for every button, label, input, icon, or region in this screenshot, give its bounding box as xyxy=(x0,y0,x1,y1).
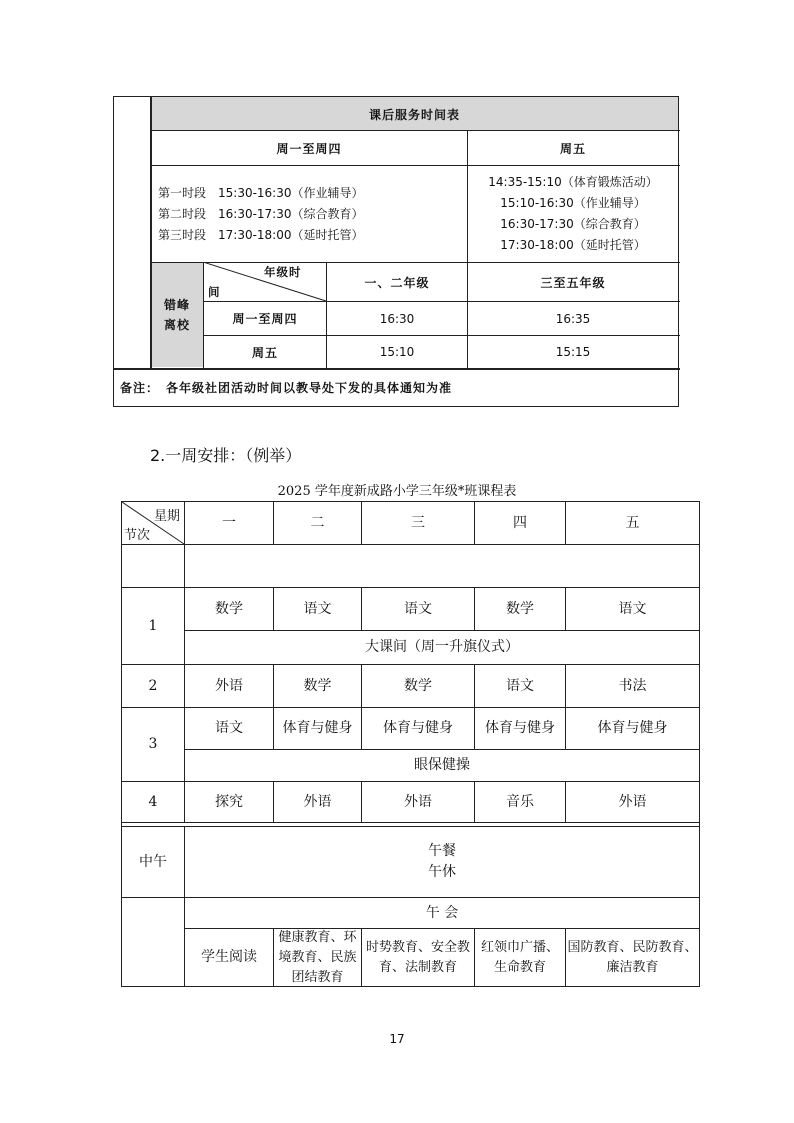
service-table-title xyxy=(151,97,678,131)
time-cell: 16:30 xyxy=(379,311,415,326)
grade-col-1-2: 一、二年级 xyxy=(364,275,430,290)
subject-cell: 书法 xyxy=(618,677,647,694)
sub-row: 眼保健操 xyxy=(414,757,470,773)
slot-line: 16:30-17:30（综合教育） xyxy=(500,217,646,231)
slot-line: 15:10-16:30（作业辅导） xyxy=(500,196,646,210)
subject-cell: 体育与健身 xyxy=(383,720,453,736)
subject-cell: 外语 xyxy=(303,793,332,810)
subject-cell: 语文 xyxy=(618,600,647,617)
subject-cell: 语文 xyxy=(506,677,534,694)
staggered-label-cell xyxy=(151,263,203,367)
after-school-service-table xyxy=(113,96,679,407)
assembly-label: 午 会 xyxy=(425,904,459,921)
slot-line: 第二时段 16:30-17:30（综合教育） xyxy=(158,206,364,221)
assembly-item: 健康教育、环境教育、民族团结教育 xyxy=(278,929,357,985)
grade-col-3-5: 三至五年级 xyxy=(540,275,606,290)
day-header: 三 xyxy=(411,514,425,531)
corner-top-label: 星期 xyxy=(154,509,181,524)
subject-cell: 语文 xyxy=(215,720,243,736)
staggered-label: 错峰离校 xyxy=(163,298,190,332)
noon-line: 午餐 xyxy=(428,843,456,859)
subject-cell: 体育与健身 xyxy=(282,720,353,736)
page-number: 17 xyxy=(389,1032,405,1046)
row-day: 周五 xyxy=(251,345,278,360)
subject-cell: 语文 xyxy=(404,600,432,617)
assembly-item: 国防教育、民防教育、廉洁教育 xyxy=(567,939,698,975)
noon-label: 中午 xyxy=(139,853,167,870)
assembly-item: 学生阅读 xyxy=(201,949,257,965)
fri-slots xyxy=(468,166,678,262)
noon-content xyxy=(185,827,699,897)
col-fri: 周五 xyxy=(559,141,586,156)
subject-cell: 语文 xyxy=(303,600,332,617)
time-cell: 15:15 xyxy=(555,345,591,359)
corner-bottom-label: 节次 xyxy=(124,528,151,543)
subject-cell: 数学 xyxy=(404,677,432,694)
period-label: 4 xyxy=(148,793,158,810)
slot-line: 第一时段 15:30-16:30（作业辅导） xyxy=(158,185,364,200)
section-heading: 2.一周安排：（例举） xyxy=(150,446,302,465)
period-label: 2 xyxy=(148,677,158,694)
noon-line: 午休 xyxy=(428,864,456,880)
subject-cell: 音乐 xyxy=(506,793,534,810)
row-day: 周一至周四 xyxy=(232,312,298,326)
diag-bottom-label: 间 xyxy=(208,285,221,299)
assembly-item: 红领巾广播、生命教育 xyxy=(480,939,559,975)
timetable xyxy=(121,501,700,987)
subject-cell: 探究 xyxy=(215,793,243,810)
timetable-caption: 2025 学年度新成路小学三年级*班课程表 xyxy=(277,484,517,499)
col-mon-thu: 周一至周四 xyxy=(276,141,342,156)
subject-cell: 数学 xyxy=(506,600,534,617)
diag-top-label: 年级时 xyxy=(264,265,302,279)
subject-cell: 外语 xyxy=(404,793,432,810)
service-note: 备注： 各年级社团活动时间以教导处下发的具体通知为准 xyxy=(120,381,453,395)
subject-cell: 外语 xyxy=(618,793,647,810)
day-header: 四 xyxy=(513,514,527,531)
period-label: 1 xyxy=(148,617,158,634)
day-header: 二 xyxy=(310,514,325,531)
slot-line: 14:35-15:10（体育锻炼活动） xyxy=(488,175,658,189)
subject-cell: 数学 xyxy=(303,677,332,694)
day-header: 五 xyxy=(625,514,640,531)
subject-cell: 数学 xyxy=(215,600,243,617)
subject-cell: 体育与健身 xyxy=(597,720,668,736)
slot-line: 17:30-18:00（延时托管） xyxy=(500,238,646,252)
day-header: 一 xyxy=(222,514,236,531)
subject-cell: 体育与健身 xyxy=(485,720,555,736)
mon-thu-slots xyxy=(158,166,467,262)
time-cell: 15:10 xyxy=(379,345,415,359)
service-table-title-text: 课后服务时间表 xyxy=(368,107,460,122)
period-label: 3 xyxy=(148,736,158,752)
assembly-item: 时势教育、安全教育、法制教育 xyxy=(365,939,470,975)
slot-line: 第三时段 17:30-18:00（延时托管） xyxy=(158,227,364,242)
subject-cell: 外语 xyxy=(215,677,243,694)
sub-row: 大课间（周一升旗仪式） xyxy=(365,639,519,655)
time-cell: 16:35 xyxy=(555,311,591,326)
